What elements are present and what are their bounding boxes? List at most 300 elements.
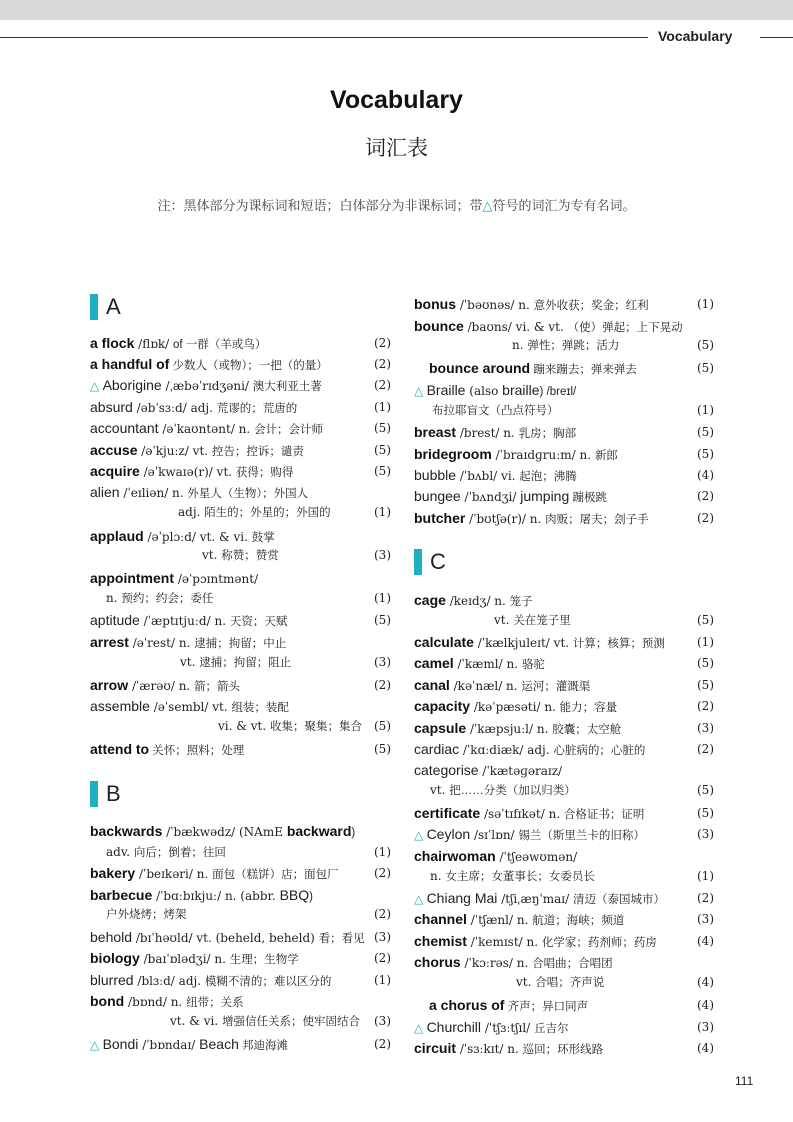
pronunciation: /bɪˈhəʊld/ vt. (beheld, beheld) xyxy=(132,931,319,945)
vocab-entry xyxy=(414,760,693,780)
headword: bonus xyxy=(414,296,456,312)
headword: channel xyxy=(414,911,467,927)
pronunciation: /ˈbɒndaɪ/ xyxy=(138,1038,200,1052)
headword: cardiac xyxy=(414,741,460,757)
section-heading-c: C xyxy=(414,549,446,575)
proper-noun-triangle-icon: △ xyxy=(414,892,427,906)
unit-number: (1) xyxy=(697,869,714,883)
definition: 预约；约会；委任 xyxy=(121,593,214,605)
vocab-entry xyxy=(106,588,370,608)
definition: 关怀；照料；处理 xyxy=(149,745,245,757)
vocab-entry xyxy=(414,696,693,716)
pronunciation: /ˈbʊtʃə(r)/ n. xyxy=(465,512,546,526)
vocab-entry xyxy=(90,821,370,841)
headword-variant: backward xyxy=(286,823,352,839)
unit-number: (3) xyxy=(374,930,391,944)
pronunciation: /əˈrest/ n. xyxy=(128,636,195,650)
definition: 陌生的；外星的；外国的 xyxy=(204,507,331,519)
unit-number: (2) xyxy=(374,1037,391,1051)
proper-noun-triangle-icon: △ xyxy=(414,1021,427,1035)
definition: 关在笼子里 xyxy=(513,615,571,627)
vocab-entry xyxy=(90,482,370,502)
unit-number: (5) xyxy=(697,338,714,352)
pronunciation: /kəˈpæsəti/ n. xyxy=(470,700,560,714)
unit-number: (3) xyxy=(374,1014,391,1028)
pronunciation: (also xyxy=(465,384,503,398)
definition-tail: ) /breɪl/ xyxy=(539,386,577,398)
definition: 笼子 xyxy=(509,596,533,608)
pronunciation: vt. xyxy=(516,975,536,989)
unit-number: (2) xyxy=(697,511,714,525)
headword: barbecue xyxy=(90,887,153,903)
headword: capacity xyxy=(414,698,471,714)
vocab-entry xyxy=(516,972,693,992)
pronunciation: /ˈbækwədz/ (NAmE xyxy=(162,825,287,839)
definition: 布拉耶盲文（凸点符号） xyxy=(432,405,559,417)
headword-variant: jumping xyxy=(520,488,570,504)
vocab-entry xyxy=(106,842,370,862)
definition: of 一群（羊或鸟） xyxy=(173,339,267,351)
unit-number: (5) xyxy=(374,719,391,733)
vocab-entry xyxy=(90,461,370,481)
definition: 弹性；弹跳；活力 xyxy=(527,340,620,352)
pronunciation: /ˈbeɪkəri/ n. xyxy=(135,867,213,881)
pronunciation: /baʊns/ vi. & vt. xyxy=(463,320,568,334)
definition: 逮捕；拘留；阻止 xyxy=(199,657,292,669)
running-header: Vocabulary xyxy=(658,28,733,44)
vocab-entry xyxy=(90,927,370,947)
pronunciation: /ˈkæpsjuːl/ n. xyxy=(466,722,553,736)
vocab-entry xyxy=(90,863,370,883)
vocab-entry xyxy=(90,568,370,588)
vocab-entry xyxy=(494,610,693,630)
unit-number: (2) xyxy=(374,951,391,965)
headword: Chiang Mai xyxy=(426,890,498,906)
vocab-entry xyxy=(90,970,370,990)
headword: breast xyxy=(414,424,457,440)
header-rule xyxy=(0,37,648,38)
pronunciation: vt. xyxy=(494,613,514,627)
pronunciation: /baɪˈɒlədʒi/ n. xyxy=(139,952,230,966)
definition: （使）弹起；上下晃动 xyxy=(567,322,683,334)
vocab-entry xyxy=(90,418,370,438)
unit-number: (2) xyxy=(374,678,391,692)
headword: capsule xyxy=(414,720,467,736)
vocab-entry xyxy=(170,1011,370,1031)
pronunciation: /ˈkæml/ n. xyxy=(453,657,522,671)
pronunciation: /ˈkɑːdiæk/ adj. xyxy=(459,743,554,757)
definition: 增强信任关系；使牢固结合 xyxy=(221,1016,360,1028)
definition: 户外烧烤；烤架 xyxy=(106,909,187,921)
pronunciation: n. xyxy=(430,869,446,883)
vocab-entry xyxy=(414,444,693,464)
definition: 丘吉尔 xyxy=(534,1023,569,1035)
headword: certificate xyxy=(414,805,481,821)
headword: bounce around xyxy=(429,360,531,376)
pronunciation: /ˈæptɪtjuːd/ n. xyxy=(139,614,230,628)
pronunciation: vi. & vt. xyxy=(218,719,270,733)
vocab-entry xyxy=(90,375,370,395)
unit-number: (4) xyxy=(697,934,714,948)
definition: 天资；天赋 xyxy=(229,616,288,628)
pronunciation: /ˈtʃɜːtʃɪl/ xyxy=(481,1021,535,1035)
definition: 合格证书；证明 xyxy=(563,809,645,821)
unit-number: (5) xyxy=(374,613,391,627)
pronunciation: /flɒk/ xyxy=(134,337,174,351)
pronunciation: vt. xyxy=(430,783,450,797)
pronunciation: /sɪˈlɒn/ xyxy=(470,828,519,842)
section-bar xyxy=(90,294,98,320)
headword: bond xyxy=(90,993,125,1009)
headword: a chorus of xyxy=(429,997,505,1013)
headword: categorise xyxy=(414,762,479,778)
pronunciation: /bɒnd/ n. xyxy=(124,995,187,1009)
definition: 称赞；赞赏 xyxy=(221,550,279,562)
unit-number: (1) xyxy=(697,403,714,417)
unit-number: (1) xyxy=(697,635,714,649)
definition: 齐声；异口同声 xyxy=(504,1001,589,1013)
unit-number: (5) xyxy=(697,447,714,461)
vocab-entry xyxy=(414,1038,693,1058)
headword: absurd xyxy=(90,399,133,415)
definition: 把……分类（加以归类） xyxy=(449,785,576,797)
note-text-after: 符号的词汇为专有名词。 xyxy=(492,198,636,213)
definition: 骆驼 xyxy=(521,659,545,671)
unit-number: (5) xyxy=(697,425,714,439)
headword: attend to xyxy=(90,741,150,757)
definition: 蹦来蹦去；弹来弹去 xyxy=(530,364,637,376)
vocab-entry xyxy=(430,780,693,800)
section-bar xyxy=(414,549,422,575)
definition: 胶囊；太空舱 xyxy=(552,724,622,736)
unit-number: (2) xyxy=(697,742,714,756)
definition: 乳房；胸部 xyxy=(518,428,577,440)
headword: bridegroom xyxy=(414,446,492,462)
pronunciation: n. xyxy=(106,591,122,605)
unit-number: (3) xyxy=(697,912,714,926)
headword: blurred xyxy=(90,972,134,988)
unit-number: (3) xyxy=(697,1020,714,1034)
pronunciation: vt. & vi. xyxy=(170,1014,222,1028)
proper-noun-triangle-icon: △ xyxy=(90,1038,103,1052)
definition: 清迈（泰国城市） xyxy=(573,894,665,906)
definition: 意外收获；奖金；红利 xyxy=(533,300,649,312)
headword-variant: Beach xyxy=(199,1036,239,1052)
pronunciation: /ˈbəʊnəs/ n. xyxy=(456,298,534,312)
page-title: Vocabulary xyxy=(330,86,463,114)
unit-number: (5) xyxy=(697,806,714,820)
pronunciation: vt. xyxy=(180,655,200,669)
definition: 合唱曲；合唱团 xyxy=(532,958,613,970)
definition: 女主席；女董事长；女委员长 xyxy=(445,871,595,883)
vocab-entry xyxy=(90,354,370,374)
unit-number: (1) xyxy=(374,505,391,519)
definition: 锡兰（斯里兰卡的旧称） xyxy=(518,830,645,842)
definition: 外星人（生物）；外国人 xyxy=(187,488,309,500)
definition: 荒谬的；荒唐的 xyxy=(216,403,298,415)
pronunciation: /ˈtʃeəwʊmən/ xyxy=(495,850,578,864)
headword: a handful of xyxy=(90,356,170,372)
unit-number: (1) xyxy=(697,297,714,311)
pronunciation: /ˌæbəˈrɪdʒəni/ xyxy=(161,379,253,393)
vocab-entry xyxy=(414,718,693,738)
headword: assemble xyxy=(90,698,150,714)
vocab-entry xyxy=(414,316,693,336)
unit-number: (3) xyxy=(697,827,714,841)
proper-noun-triangle-icon: △ xyxy=(414,384,427,398)
definition: 箭；箭头 xyxy=(194,681,241,693)
definition: 逮捕；拘留；中止 xyxy=(194,638,287,650)
vocab-entry xyxy=(218,716,370,736)
headword: backwards xyxy=(90,823,163,839)
definition-tail: ) xyxy=(309,891,313,903)
pronunciation: adv. xyxy=(106,845,134,859)
definition: 会计；会计师 xyxy=(254,424,324,436)
unit-number: (3) xyxy=(697,721,714,735)
vocab-entry xyxy=(202,545,370,565)
headword: aptitude xyxy=(90,612,140,628)
page-number: 111 xyxy=(735,1074,754,1088)
unit-number: (2) xyxy=(374,907,391,921)
headword-variant: braille xyxy=(502,382,540,398)
headword: a flock xyxy=(90,335,135,351)
unit-number: (2) xyxy=(374,336,391,350)
vocab-entry xyxy=(90,526,370,546)
unit-number: (1) xyxy=(374,591,391,605)
unit-number: (2) xyxy=(697,699,714,713)
triangle-icon: △ xyxy=(482,198,493,213)
pronunciation: /əˈkjuːz/ vt. xyxy=(137,444,212,458)
unit-number: (5) xyxy=(697,678,714,692)
vocab-entry xyxy=(414,508,693,528)
unit-number: (5) xyxy=(697,783,714,797)
headword: accountant xyxy=(90,420,159,436)
pronunciation: /ˈkætəɡəraɪz/ xyxy=(478,764,563,778)
definition: 化学家；药剂师；药房 xyxy=(541,937,657,949)
unit-number: (5) xyxy=(374,443,391,457)
headword: camel xyxy=(414,655,454,671)
vocab-entry xyxy=(90,1034,370,1054)
section-bar xyxy=(90,781,98,807)
headword-variant: BBQ xyxy=(279,887,310,903)
headword: biology xyxy=(90,950,140,966)
unit-number: (2) xyxy=(697,891,714,905)
vocab-entry xyxy=(414,632,693,652)
definition: 心脏病的；心脏的 xyxy=(553,745,646,757)
vocab-entry xyxy=(414,952,693,972)
definition: 肉贩；屠夫；刽子手 xyxy=(545,514,649,526)
pronunciation: /əˈkaʊntənt/ n. xyxy=(158,422,255,436)
pronunciation: vt. xyxy=(202,548,222,562)
vocab-entry xyxy=(414,486,693,506)
proper-noun-triangle-icon: △ xyxy=(90,379,103,393)
headword: cage xyxy=(414,592,446,608)
definition: 能力；容量 xyxy=(559,702,618,714)
top-band xyxy=(0,0,793,20)
vocab-entry xyxy=(429,995,693,1015)
unit-number: (2) xyxy=(697,489,714,503)
definition: 起泡；沸腾 xyxy=(519,471,577,483)
definition-tail: 邦迪海滩 xyxy=(238,1040,289,1052)
pronunciation: n. xyxy=(512,338,528,352)
vocab-entry xyxy=(90,739,370,759)
vocab-entry xyxy=(90,632,370,652)
unit-number: (5) xyxy=(697,613,714,627)
pronunciation: /ˈbʌndʒi/ xyxy=(460,490,521,504)
definition: 收集；聚集；集合 xyxy=(269,721,362,733)
headword: behold xyxy=(90,929,133,945)
vocab-entry xyxy=(414,422,693,442)
headword: Aborigine xyxy=(102,377,162,393)
vocab-entry xyxy=(414,739,693,759)
vocab-entry xyxy=(414,653,693,673)
headword: bungee xyxy=(414,488,461,504)
vocab-entry xyxy=(90,397,370,417)
definition: 新郎 xyxy=(594,450,618,462)
pronunciation: /ˈkemɪst/ n. xyxy=(466,935,542,949)
unit-number: (3) xyxy=(374,655,391,669)
definition-tail: 蹦极跳 xyxy=(569,492,607,504)
pronunciation: /əˈplɔːd/ vt. & vi. xyxy=(143,530,252,544)
unit-number: (5) xyxy=(374,742,391,756)
vocab-entry xyxy=(512,335,693,355)
headword: alien xyxy=(90,484,120,500)
definition: 澳大利亚土著 xyxy=(252,381,322,393)
pronunciation: /keɪdʒ/ n. xyxy=(445,594,510,608)
headword: butcher xyxy=(414,510,466,526)
vocab-entry xyxy=(414,931,693,951)
vocab-entry xyxy=(414,294,693,314)
pronunciation: /kəˈnæl/ n. xyxy=(449,679,522,693)
headword: circuit xyxy=(414,1040,457,1056)
pronunciation: /ˈkɔːrəs/ n. xyxy=(460,956,533,970)
pronunciation: /səˈtɪfɪkət/ n. xyxy=(480,807,564,821)
unit-number: (1) xyxy=(374,973,391,987)
definition-tail: ) xyxy=(351,827,356,839)
pronunciation: /əˈkwaɪə(r)/ vt. xyxy=(139,465,236,479)
vocab-entry xyxy=(90,440,370,460)
pronunciation: /ˈærəʊ/ n. xyxy=(128,679,195,693)
vocab-entry xyxy=(90,948,370,968)
vocab-entry xyxy=(90,991,370,1011)
headword: Bondi xyxy=(102,1036,139,1052)
pronunciation: /əˈsembl/ vt. xyxy=(149,700,232,714)
definition: 面包（糕饼）店；面包厂 xyxy=(212,869,339,881)
legend-note xyxy=(0,195,793,214)
vocab-entry xyxy=(414,909,693,929)
unit-number: (1) xyxy=(374,400,391,414)
headword: applaud xyxy=(90,528,144,544)
unit-number: (1) xyxy=(374,845,391,859)
definition: 鼓掌 xyxy=(251,532,275,544)
headword: appointment xyxy=(90,570,174,586)
section-heading-a: A xyxy=(90,294,121,320)
vocab-entry xyxy=(414,380,693,400)
unit-number: (4) xyxy=(697,468,714,482)
headword: chorus xyxy=(414,954,461,970)
unit-number: (4) xyxy=(697,998,714,1012)
pronunciation: /ˈbɑːbɪkjuː/ n. (abbr. xyxy=(152,889,280,903)
headword: Braille xyxy=(426,382,466,398)
definition: 计算；核算；预测 xyxy=(572,638,665,650)
headword: Ceylon xyxy=(426,826,471,842)
vocab-entry xyxy=(414,465,693,485)
headword: calculate xyxy=(414,634,474,650)
definition: 组装；装配 xyxy=(231,702,289,714)
definition: 看；看见 xyxy=(318,933,365,945)
headword: arrest xyxy=(90,634,129,650)
definition: 航道；海峡；频道 xyxy=(532,915,625,927)
unit-number: (2) xyxy=(374,866,391,880)
definition: 控告；控诉；谴责 xyxy=(211,446,304,458)
unit-number: (5) xyxy=(697,656,714,670)
headword: chairwoman xyxy=(414,848,496,864)
headword: canal xyxy=(414,677,450,693)
pronunciation: adj. xyxy=(178,505,205,519)
vocab-entry xyxy=(90,885,370,905)
pronunciation: /ˈkælkjuleɪt/ vt. xyxy=(473,636,573,650)
note-text: 注：黑体部分为课标词和短语；白体部分为非课标词；带 xyxy=(157,198,483,213)
vocab-entry xyxy=(414,803,693,823)
vocab-entry xyxy=(90,333,370,353)
pronunciation: /ˈeɪliən/ n. xyxy=(119,486,188,500)
vocab-entry xyxy=(414,824,693,844)
definition: 巡回；环形线路 xyxy=(522,1044,604,1056)
headword: bakery xyxy=(90,865,136,881)
definition: 运河；灌溉渠 xyxy=(521,681,591,693)
definition: 纽带；关系 xyxy=(186,997,244,1009)
unit-number: (4) xyxy=(697,1041,714,1055)
vocab-entry xyxy=(180,652,370,672)
headword: bounce xyxy=(414,318,464,334)
unit-number: (4) xyxy=(697,975,714,989)
section-heading-b: B xyxy=(90,781,121,807)
unit-number: (5) xyxy=(697,361,714,375)
definition: 向后；倒着；往回 xyxy=(133,847,226,859)
vocab-entry xyxy=(429,358,693,378)
definition: 合唱；齐声说 xyxy=(535,977,605,989)
vocab-entry xyxy=(414,846,693,866)
proper-noun-triangle-icon: △ xyxy=(414,828,427,842)
vocab-entry xyxy=(414,675,693,695)
definition: 生理；生物学 xyxy=(229,954,299,966)
vocab-entry xyxy=(414,1017,693,1037)
headword: chemist xyxy=(414,933,467,949)
pronunciation: /ˈbraɪdɡruːm/ n. xyxy=(491,448,595,462)
definition: 少数人（或物）；一把（的量） xyxy=(169,360,328,372)
pronunciation: /əˈpɔɪntmənt/ xyxy=(174,572,259,586)
vocab-entry xyxy=(106,904,370,924)
vocab-entry xyxy=(430,866,693,886)
definition: 获得；购得 xyxy=(235,467,294,479)
vocab-entry xyxy=(178,502,370,522)
vocab-entry xyxy=(90,696,370,716)
pronunciation: /tʃiˌæŋˈmaɪ/ xyxy=(497,892,573,906)
header-rule-right xyxy=(760,37,793,38)
pronunciation: /brest/ n. xyxy=(456,426,519,440)
unit-number: (5) xyxy=(374,464,391,478)
headword: acquire xyxy=(90,463,140,479)
vocab-entry xyxy=(414,888,693,908)
headword: bubble xyxy=(414,467,457,483)
pronunciation: /blɜːd/ adj. xyxy=(133,974,205,988)
pronunciation: /ˈtʃænl/ n. xyxy=(466,913,533,927)
vocab-entry xyxy=(90,675,370,695)
unit-number: (3) xyxy=(374,548,391,562)
unit-number: (5) xyxy=(374,421,391,435)
vocab-entry xyxy=(414,590,693,610)
definition: 模糊不清的；难以区分的 xyxy=(204,976,332,988)
